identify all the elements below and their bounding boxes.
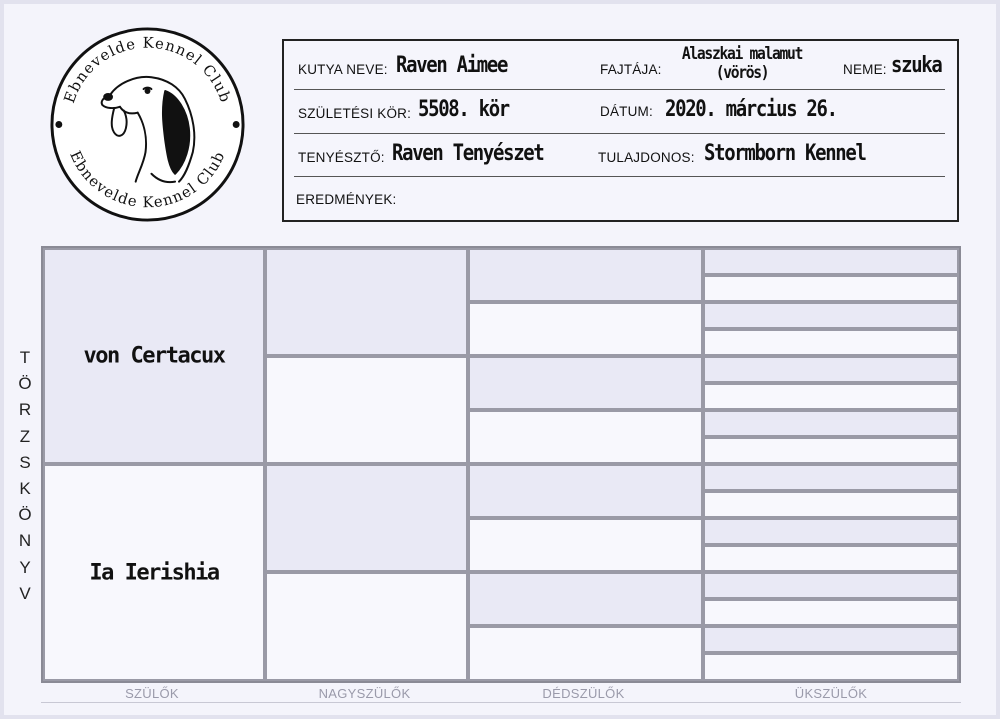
divider-3	[294, 176, 945, 177]
sire-name: von Certacux	[83, 343, 225, 369]
svg-text:Ebnevelde Kennel Club: Ebnevelde Kennel Club	[60, 34, 235, 106]
great-great-grandparent-cell	[703, 599, 959, 626]
side-letter: K	[19, 479, 31, 499]
date-label: DÁTUM:	[600, 104, 653, 119]
side-letter: R	[18, 400, 32, 420]
breed-label: FAJTÁJA:	[600, 62, 662, 77]
great-great-grandparent-cell	[703, 410, 959, 437]
side-letter: N	[18, 531, 32, 551]
sex-label: NEME:	[843, 62, 887, 77]
great-grandparent-cell	[468, 626, 703, 681]
breed-value-line1: Alaszkai malamut	[681, 44, 803, 64]
great-great-grandparent-cell	[703, 491, 959, 518]
dam-name: Ia Ierishia	[89, 560, 219, 585]
great-great-grandparent-cell	[703, 383, 959, 410]
great-great-grandparent-cell	[703, 518, 959, 545]
divider-2	[294, 133, 945, 134]
great-great-grandparent-cell	[703, 437, 959, 464]
great-great-grandparent-cell	[703, 248, 959, 275]
breed-value	[673, 45, 811, 83]
great-great-grandparent-cell	[703, 329, 959, 356]
great-grandparent-cell	[468, 248, 703, 302]
birth-round-label: SZÜLETÉSI KÖR:	[298, 106, 412, 121]
grandparent-cell	[265, 356, 468, 464]
dog-name-value: Raven Aimee	[396, 53, 508, 78]
side-letter: Z	[19, 426, 31, 446]
great-grandparent-cell	[468, 518, 703, 572]
great-great-grandparent-cell	[703, 356, 959, 383]
great-great-grandparent-cell	[703, 302, 959, 329]
grandparent-cell	[265, 248, 468, 356]
column-label-grandparents: NAGYSZÜLŐK	[318, 686, 411, 701]
great-grandparent-cell	[468, 572, 703, 626]
breeder-value: Raven Tenyészet	[392, 141, 544, 166]
great-grandparent-cell	[468, 356, 703, 410]
sex-value: szuka	[891, 53, 942, 78]
breeder-label: TENYÉSZTŐ:	[298, 150, 385, 165]
side-letter: T	[19, 348, 31, 367]
divider-1	[294, 89, 945, 90]
grandparent-cell	[265, 464, 468, 572]
side-label-torzskonyv	[16, 345, 34, 607]
great-great-grandparent-cell	[703, 653, 959, 681]
breed-value-line2: (vörös)	[715, 63, 769, 83]
great-grandparent-cell	[468, 410, 703, 464]
results-label: EREDMÉNYEK:	[296, 192, 397, 207]
footer-divider	[41, 702, 961, 703]
owner-label: TULAJDONOS:	[598, 150, 695, 165]
svg-text:Ebnevelde Kennel Club: Ebnevelde Kennel Club	[66, 148, 229, 212]
side-letter: S	[19, 452, 31, 472]
great-great-grandparent-cell	[703, 626, 959, 653]
dog-name-label: KUTYA NEVE:	[298, 62, 388, 77]
great-great-grandparent-cell	[703, 572, 959, 599]
column-label-parents: SZÜLŐK	[125, 686, 179, 701]
owner-value: Stormborn Kennel	[704, 141, 866, 166]
great-great-grandparent-cell	[703, 545, 959, 572]
parent-sire-cell	[43, 248, 265, 464]
birth-round-value: 5508. kör	[418, 97, 509, 122]
parent-dam-cell	[43, 464, 265, 681]
great-great-grandparent-cell	[703, 275, 959, 302]
side-letter: V	[19, 583, 31, 603]
great-great-grandparent-cell	[703, 464, 959, 491]
pedigree-grid	[41, 246, 961, 683]
great-grandparent-cell	[468, 302, 703, 356]
great-grandparent-cell	[468, 464, 703, 518]
dog-info-card	[282, 39, 959, 222]
date-value: 2020. március 26.	[665, 97, 837, 122]
side-letter: Y	[19, 557, 31, 577]
side-letter: Ö	[18, 505, 32, 525]
side-letter: Ö	[18, 374, 32, 394]
column-label-great-great-grandparents: ÜKSZÜLŐK	[794, 686, 868, 701]
column-label-great-grandparents: DÉDSZÜLŐK	[542, 686, 625, 701]
club-seal-logo	[49, 26, 246, 223]
grandparent-cell	[265, 572, 468, 681]
